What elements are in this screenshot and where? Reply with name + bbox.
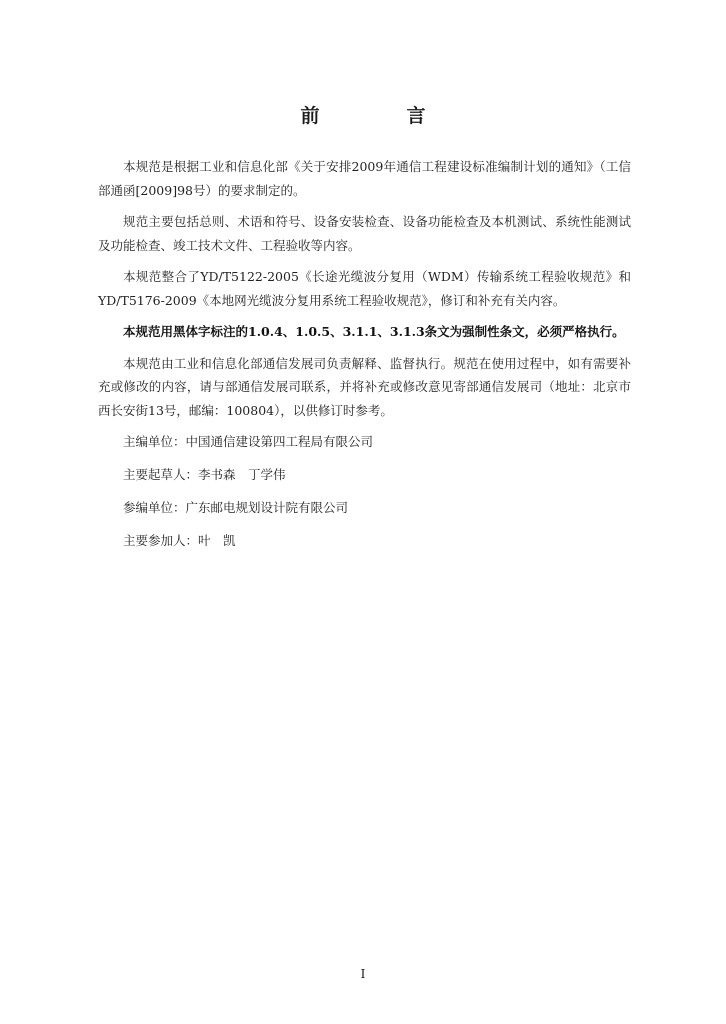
paragraph-contents: 规范主要包括总则、术语和符号、设备安装检查、设备功能检查及本机测试、系统性能测试及功能检查、竣工技术文件、工程验收等内容。 [98,214,631,253]
paragraph-basis: 本规范是根据工业和信息化部《关于安排2009年通信工程建设标准编制计划的通知》（工信部通函[2009]98号）的要求制定的。 [98,159,631,198]
page-title: 前 言 [300,105,460,127]
paragraph-integration: 本规范整合了YD/T5122-2005《长途光缆波分复用（WDM）传输系统工程验收规范》和YD/T5176-2009《本地网光缆波分复用系统工程验收规范》，修订和补充有关内容。 [98,269,631,308]
credit-main-participants: 主要参加人：叶 凯 [123,533,236,548]
paragraph-interpretation: 本规范由工业和信息化部通信发展司负责解释、监督执行。规范在使用过程中，如有需要补充或修改的内容，请与部通信发展司联系，并将补充或修改意见寄部通信发展司（地址：北京市西长安街13号，邮编：100804），以供修订时参考。 [98,355,631,418]
preface-body [98,155,631,562]
page-number: I [360,967,366,981]
credit-main-drafters: 主要起草人：李书森 丁学伟 [123,467,286,482]
credit-chief-editor-unit: 主编单位：中国通信建设第四工程局有限公司 [123,434,374,449]
credit-participating-unit: 参编单位：广东邮电规划设计院有限公司 [123,500,349,515]
paragraph-mandatory-clauses: 本规范用黑体字标注的1.0.4、1.0.5、3.1.1、3.1.3条文为强制性条文，必须严格执行。 [123,324,625,339]
